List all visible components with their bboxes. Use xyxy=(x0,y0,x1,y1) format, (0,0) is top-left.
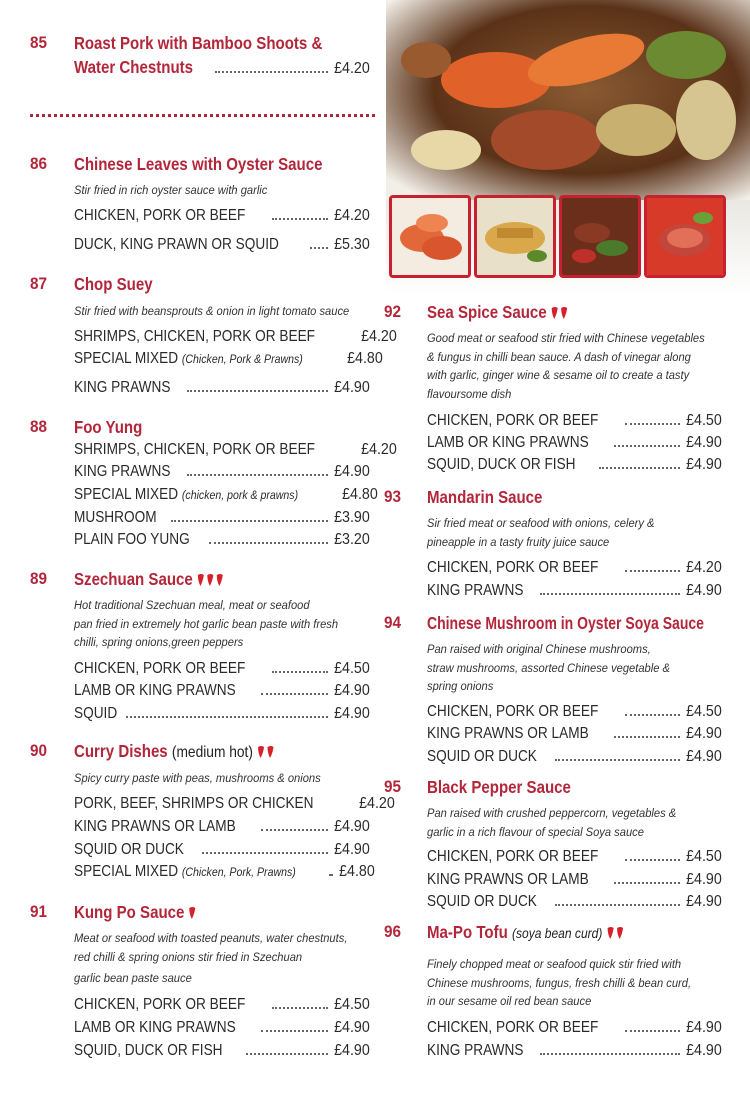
price-line xyxy=(74,841,370,859)
price: £4.90 xyxy=(334,379,370,396)
leader-dots xyxy=(614,882,680,884)
chilli-rating xyxy=(188,902,198,923)
dish-description xyxy=(427,804,724,841)
chilli-rating xyxy=(550,302,571,323)
dish-description: Spicy curry paste with peas, mushrooms & onions xyxy=(74,771,321,785)
dish-title: Sea Spice Sauce xyxy=(427,302,547,322)
desc-line: garlic in a rich flavour of special Soya sauce xyxy=(427,824,644,839)
dish-number: 93 xyxy=(384,487,402,506)
price: £5.30 xyxy=(334,236,370,253)
leader-dots xyxy=(625,423,681,425)
desc-line: pineapple in a tasty fruity juice sauce xyxy=(427,534,610,549)
dish-title-cont: Water Chestnuts xyxy=(74,57,194,77)
leader-dots xyxy=(209,542,329,544)
roast-pork-dish-photo xyxy=(644,195,726,278)
leader-dots xyxy=(625,570,681,572)
leader-dots xyxy=(187,474,329,476)
price-line xyxy=(74,682,370,700)
price: £4.50 xyxy=(686,412,722,429)
leader-dots xyxy=(310,247,328,249)
price-line xyxy=(427,725,722,743)
leader-dots xyxy=(625,1030,681,1032)
price-line xyxy=(427,848,722,866)
beef-pepper-dish-photo xyxy=(559,195,641,278)
option-label: SQUID xyxy=(74,705,118,722)
option-label: SHRIMPS, CHICKEN, PORK OR BEEF xyxy=(74,441,316,458)
price-line xyxy=(427,893,722,911)
desc-line: Sir fried meat or seafood with onions, celery & xyxy=(427,516,655,530)
option-label: SPECIAL MIXED xyxy=(74,350,179,367)
price: £4.20 xyxy=(334,207,370,224)
price: £4.90 xyxy=(686,871,722,888)
price: £4.90 xyxy=(686,582,722,599)
option-label: CHICKEN, PORK OR BEEF xyxy=(427,412,599,429)
desc-line: flavoursome dish xyxy=(427,386,512,401)
dish-description xyxy=(427,640,724,696)
dish-title: Chop Suey xyxy=(74,274,153,294)
leader-dots xyxy=(272,671,329,673)
option-label: SQUID, DUCK OR FISH xyxy=(427,456,576,473)
price-line xyxy=(74,57,370,78)
desc-line: Meat or seafood with toasted peanuts, water chestnuts, xyxy=(74,931,348,945)
price: £4.90 xyxy=(686,1019,722,1036)
price-line xyxy=(74,531,370,549)
price: £4.80 xyxy=(347,350,383,367)
dish-title: Ma-Po Tofu xyxy=(427,922,508,942)
price-line xyxy=(74,863,375,881)
option-label: MUSHROOM xyxy=(74,509,157,526)
price-line xyxy=(74,705,370,723)
leader-dots xyxy=(126,716,328,718)
option-label: LAMB OR KING PRAWNS xyxy=(74,1019,236,1036)
price-line xyxy=(74,441,397,459)
price-line xyxy=(427,1019,722,1037)
price: £4.90 xyxy=(334,818,370,835)
desc-line: Pan raised with original Chinese mushrooms, xyxy=(427,642,651,656)
option-label: SHRIMPS, CHICKEN, PORK OR BEEF xyxy=(74,328,316,345)
desc-line: straw mushrooms, assorted Chinese vegetable & xyxy=(427,660,670,675)
dish-subtitle: (soya bean curd) xyxy=(512,925,603,941)
option-label: CHICKEN, PORK OR BEEF xyxy=(74,996,246,1013)
price: £4.20 xyxy=(360,441,397,458)
dish-title: Kung Po Sauce xyxy=(74,902,185,922)
leader-dots xyxy=(540,593,681,595)
price-line xyxy=(427,434,722,452)
option-label: DUCK, KING PRAWN OR SQUID xyxy=(74,236,279,253)
desc-line: red chilli & spring onions stir fried in Szechuan xyxy=(74,949,303,964)
option-label: LAMB OR KING PRAWNS xyxy=(427,434,589,451)
price-line xyxy=(74,236,370,254)
price-line xyxy=(427,748,722,766)
dish-title-wrap xyxy=(427,302,571,323)
dish-description xyxy=(427,329,724,403)
option-label: SPECIAL MIXED xyxy=(74,486,179,503)
dish-number: 95 xyxy=(384,777,402,796)
leader-dots xyxy=(261,829,328,831)
dish-title: Szechuan Sauce xyxy=(74,569,193,589)
option-label: KING PRAWNS OR LAMB xyxy=(427,725,589,742)
price: £4.90 xyxy=(334,682,370,699)
option-label: KING PRAWNS xyxy=(74,463,171,480)
dish-title: Foo Yung xyxy=(74,417,143,437)
price: £4.50 xyxy=(686,848,722,865)
price: £4.90 xyxy=(334,1019,370,1036)
dish-description: Stir fried with beansprouts & onion in light tomato sauce xyxy=(74,304,350,318)
price: £4.20 xyxy=(360,328,397,345)
desc-line: Pan raised with crushed peppercorn, vegetables & xyxy=(427,806,677,820)
leader-dots xyxy=(614,736,680,738)
price-line xyxy=(427,871,722,889)
dish-title: Black Pepper Sauce xyxy=(427,777,571,797)
price-line xyxy=(74,1019,370,1037)
option-label: CHICKEN, PORK OR BEEF xyxy=(74,207,246,224)
price-line xyxy=(74,660,370,678)
desc-line: Chinese mushrooms, fungus, fresh chilli & bean curd, xyxy=(427,975,692,990)
leader-dots xyxy=(202,852,328,854)
dish-description xyxy=(74,596,371,652)
option-label: KING PRAWNS xyxy=(74,379,171,396)
option-note: (chicken, pork & prawns) xyxy=(181,488,299,502)
leader-dots xyxy=(625,859,681,861)
option-label: CHICKEN, PORK OR BEEF xyxy=(427,559,599,576)
desc-line: garlic bean paste sauce xyxy=(74,971,192,985)
desc-line: Good meat or seafood stir fried with Chinese vegetables xyxy=(427,331,705,345)
price-line xyxy=(427,703,722,721)
option-label: KING PRAWNS xyxy=(427,1042,524,1059)
price-line xyxy=(427,582,722,600)
leader-dots xyxy=(261,1030,328,1032)
section-divider xyxy=(30,114,375,117)
price-line xyxy=(74,207,370,225)
thumbnail-strip xyxy=(389,195,726,278)
stir-fry-food-photo xyxy=(386,0,750,200)
option-label: PORK, BEEF, SHRIMPS OR CHICKEN xyxy=(74,795,314,812)
price-line xyxy=(427,456,722,474)
dish-title-wrap xyxy=(74,569,225,590)
dish-title-wrap xyxy=(74,741,277,762)
option-note: (Chicken, Pork & Prawns) xyxy=(181,352,303,366)
price: £4.80 xyxy=(341,486,378,503)
option-label: SQUID OR DUCK xyxy=(427,893,537,910)
price: £4.90 xyxy=(686,748,722,765)
price: £4.50 xyxy=(686,703,722,720)
option-label: SQUID OR DUCK xyxy=(427,748,537,765)
desc-line: spring onions xyxy=(427,679,494,693)
desc-line: Hot traditional Szechuan meal, meat or seafood xyxy=(74,598,310,612)
dish-title: Roast Pork with Bamboo Shoots & xyxy=(74,33,323,53)
price: £4.90 xyxy=(334,463,370,480)
price: £4.90 xyxy=(686,725,722,742)
leader-dots xyxy=(272,1007,329,1009)
price-line xyxy=(427,559,722,577)
option-label: PLAIN FOO YUNG xyxy=(74,531,190,548)
dish-title: Chinese Mushroom in Oyster Soya Sauce xyxy=(427,613,704,633)
leader-dots xyxy=(599,467,680,469)
price-line xyxy=(74,795,395,813)
desc-line: pan fried in extremely hot garlic bean paste with fresh xyxy=(74,616,339,631)
price-line xyxy=(427,412,722,430)
desc-line: Finely chopped meat or seafood quick stir fried with xyxy=(427,957,682,971)
price-line xyxy=(74,379,370,397)
dish-number: 88 xyxy=(30,417,48,436)
price: £4.20 xyxy=(359,795,395,812)
price-line xyxy=(74,1042,370,1060)
leader-dots xyxy=(540,1053,681,1055)
price: £4.50 xyxy=(334,660,370,677)
option-label: KING PRAWNS OR LAMB xyxy=(427,871,589,888)
dish-title: Curry Dishes xyxy=(74,741,168,761)
dish-title: Chinese Leaves with Oyster Sauce xyxy=(74,154,323,174)
leader-dots xyxy=(187,390,329,392)
dish-number: 91 xyxy=(30,902,48,921)
dish-number: 87 xyxy=(30,274,48,293)
prawn-dish-photo xyxy=(389,195,471,278)
chilli-rating xyxy=(196,569,225,590)
dish-description xyxy=(427,955,724,1011)
leader-dots xyxy=(246,1053,328,1055)
dish-title-wrap xyxy=(74,902,198,923)
dish-description xyxy=(74,929,371,988)
dish-description: Stir fried in rich oyster sauce with garlic xyxy=(74,183,268,197)
price: £3.20 xyxy=(334,531,370,548)
price-line xyxy=(74,350,383,368)
dish-title: Mandarin Sauce xyxy=(427,487,543,507)
dish-subtitle: (medium hot) xyxy=(171,744,253,761)
desc-line: with garlic, ginger wine & sesame oil to create a tasty xyxy=(427,368,690,382)
price: £4.90 xyxy=(334,841,370,858)
price: £4.90 xyxy=(686,456,722,473)
option-label: CHICKEN, PORK OR BEEF xyxy=(427,1019,599,1036)
option-label: KING PRAWNS xyxy=(427,582,524,599)
price: £4.80 xyxy=(339,863,375,880)
dish-number: 89 xyxy=(30,569,48,588)
option-note: (Chicken, Pork, Prawns) xyxy=(181,865,296,879)
price: £4.90 xyxy=(334,1042,370,1059)
option-label: KING PRAWNS OR LAMB xyxy=(74,818,236,835)
price: £4.90 xyxy=(686,434,722,451)
option-label: LAMB OR KING PRAWNS xyxy=(74,682,236,699)
desc-line: chilli, spring onions,green peppers xyxy=(74,635,244,649)
leader-dots xyxy=(272,218,329,220)
option-label: SPECIAL MIXED xyxy=(74,863,179,880)
price: £4.90 xyxy=(334,705,370,722)
price-line xyxy=(427,1042,722,1060)
dish-description xyxy=(427,514,724,551)
chilli-rating xyxy=(256,741,277,762)
dish-number: 92 xyxy=(384,302,402,321)
leader-dots xyxy=(261,693,328,695)
option-label: CHICKEN, PORK OR BEEF xyxy=(427,848,599,865)
price: £4.90 xyxy=(686,893,722,910)
dish-title-wrap xyxy=(427,922,626,943)
desc-line: in our sesame oil red bean sauce xyxy=(427,994,592,1008)
leader-dots xyxy=(625,714,681,716)
option-label: SQUID OR DUCK xyxy=(74,841,184,858)
chilli-rating xyxy=(606,922,627,943)
price: £3.90 xyxy=(334,509,370,526)
price-line xyxy=(74,486,378,504)
price: £4.90 xyxy=(686,1042,722,1059)
price-line xyxy=(74,463,370,481)
leader-dots xyxy=(555,759,680,761)
dish-number: 94 xyxy=(384,613,402,632)
price-line xyxy=(74,509,370,527)
leader-dots xyxy=(215,71,328,73)
price-line xyxy=(74,328,397,346)
leader-dots xyxy=(555,904,680,906)
dish-number: 85 xyxy=(30,33,48,52)
price: £4.20 xyxy=(334,60,370,77)
option-label: SQUID, DUCK OR FISH xyxy=(74,1042,223,1059)
leader-dots xyxy=(171,520,328,522)
price: £4.50 xyxy=(334,996,370,1013)
price-line xyxy=(74,818,370,836)
option-label: CHICKEN, PORK OR BEEF xyxy=(74,660,246,677)
spring-roll-dish-photo xyxy=(474,195,556,278)
leader-dots xyxy=(329,874,333,876)
dish-number: 86 xyxy=(30,154,48,173)
price-line xyxy=(74,996,370,1014)
dish-number: 90 xyxy=(30,741,48,760)
leader-dots xyxy=(614,445,680,447)
option-label: CHICKEN, PORK OR BEEF xyxy=(427,703,599,720)
dish-number: 96 xyxy=(384,922,402,941)
price: £4.20 xyxy=(686,559,722,576)
desc-line: & fungus in chilli bean sauce. A dash of vinegar along xyxy=(427,349,691,364)
